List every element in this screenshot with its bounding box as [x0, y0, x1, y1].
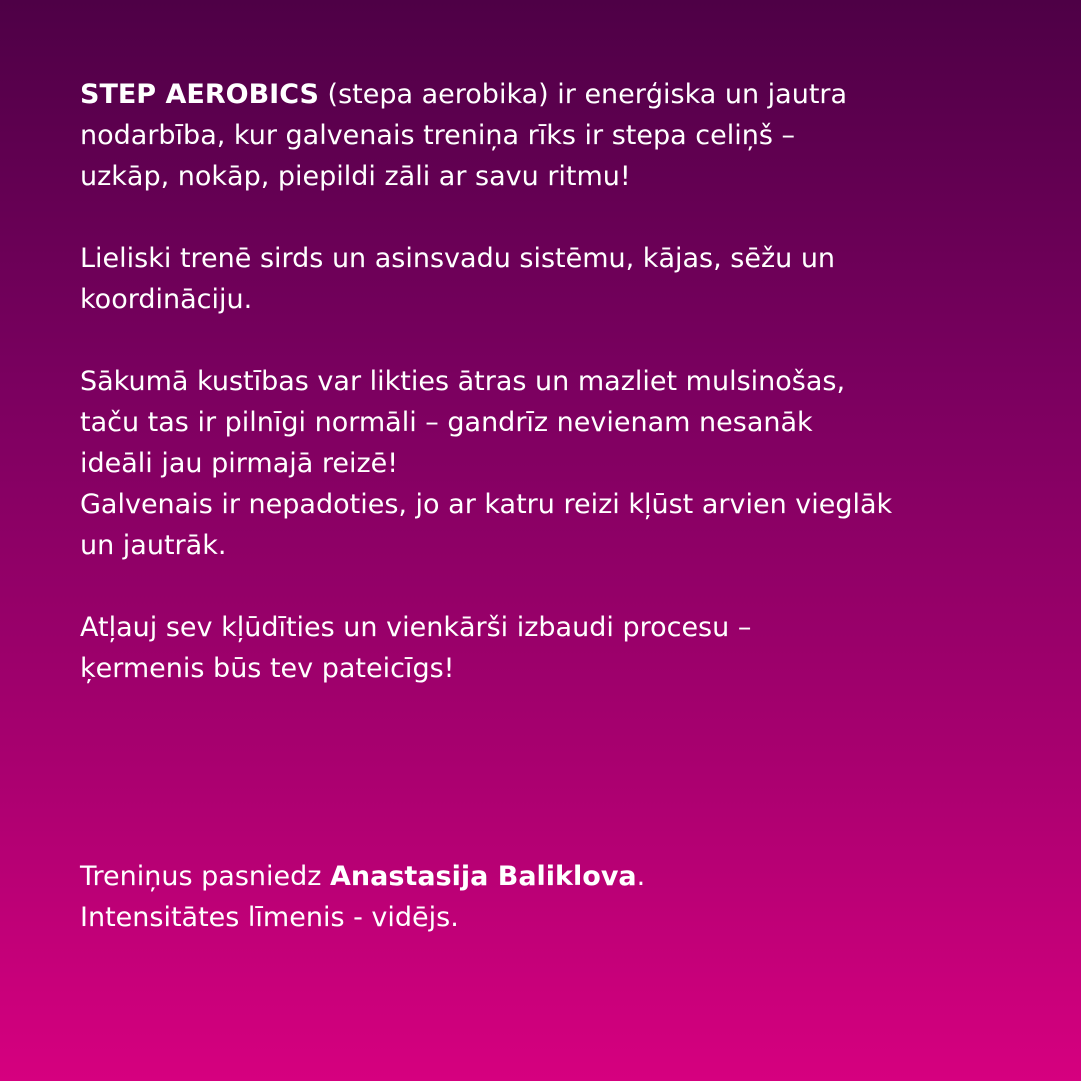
benefits-line-2: koordināciju. — [80, 284, 253, 315]
encouragement-paragraph — [80, 361, 1030, 566]
intro-line-1 — [80, 74, 1030, 115]
class-name: STEP AEROBICS — [80, 79, 319, 110]
description-block — [80, 74, 1030, 730]
encouragement-line-4: Galvenais ir nepadoties, jo ar katru reizi kļūst arvien vieglāk — [80, 489, 893, 520]
trainer-suffix: . — [636, 861, 646, 892]
trainer-prefix: Treniņus pasniedz — [80, 861, 331, 892]
intensity-line: Intensitātes līmenis - vidējs. — [80, 902, 459, 933]
encouragement-line-5: un jautrāk. — [80, 530, 227, 561]
intro-line-1-rest: (stepa aerobika) ir enerģiska un jautra — [318, 79, 848, 110]
encouragement-line-2: taču tas ir pilnīgi normāli – gandrīz nevienam nesanāk — [80, 407, 813, 438]
intro-paragraph — [80, 74, 1030, 197]
intro-line-3: uzkāp, nokāp, piepildi zāli ar savu ritmu! — [80, 161, 631, 192]
encouragement-line-3: ideāli jau pirmajā reizē! — [80, 448, 399, 479]
benefits-paragraph — [80, 238, 1030, 320]
closing-line-2: ķermenis būs tev pateicīgs! — [80, 653, 455, 684]
closing-line-1: Atļauj sev kļūdīties un vienkārši izbaudi procesu – — [80, 612, 752, 643]
closing-paragraph — [80, 607, 1030, 689]
trainer-name: Anastasija Baliklova — [330, 861, 637, 892]
intro-line-2: nodarbība, kur galvenais treniņa rīks ir stepa celiņš – — [80, 120, 795, 151]
encouragement-line-1: Sākumā kustības var likties ātras un mazliet mulsinošas, — [80, 366, 846, 397]
benefits-line-1: Lieliski trenē sirds un asinsvadu sistēmu, kājas, sēžu un — [80, 243, 836, 274]
footer-info — [80, 856, 1030, 938]
trainer-line — [80, 856, 1030, 897]
